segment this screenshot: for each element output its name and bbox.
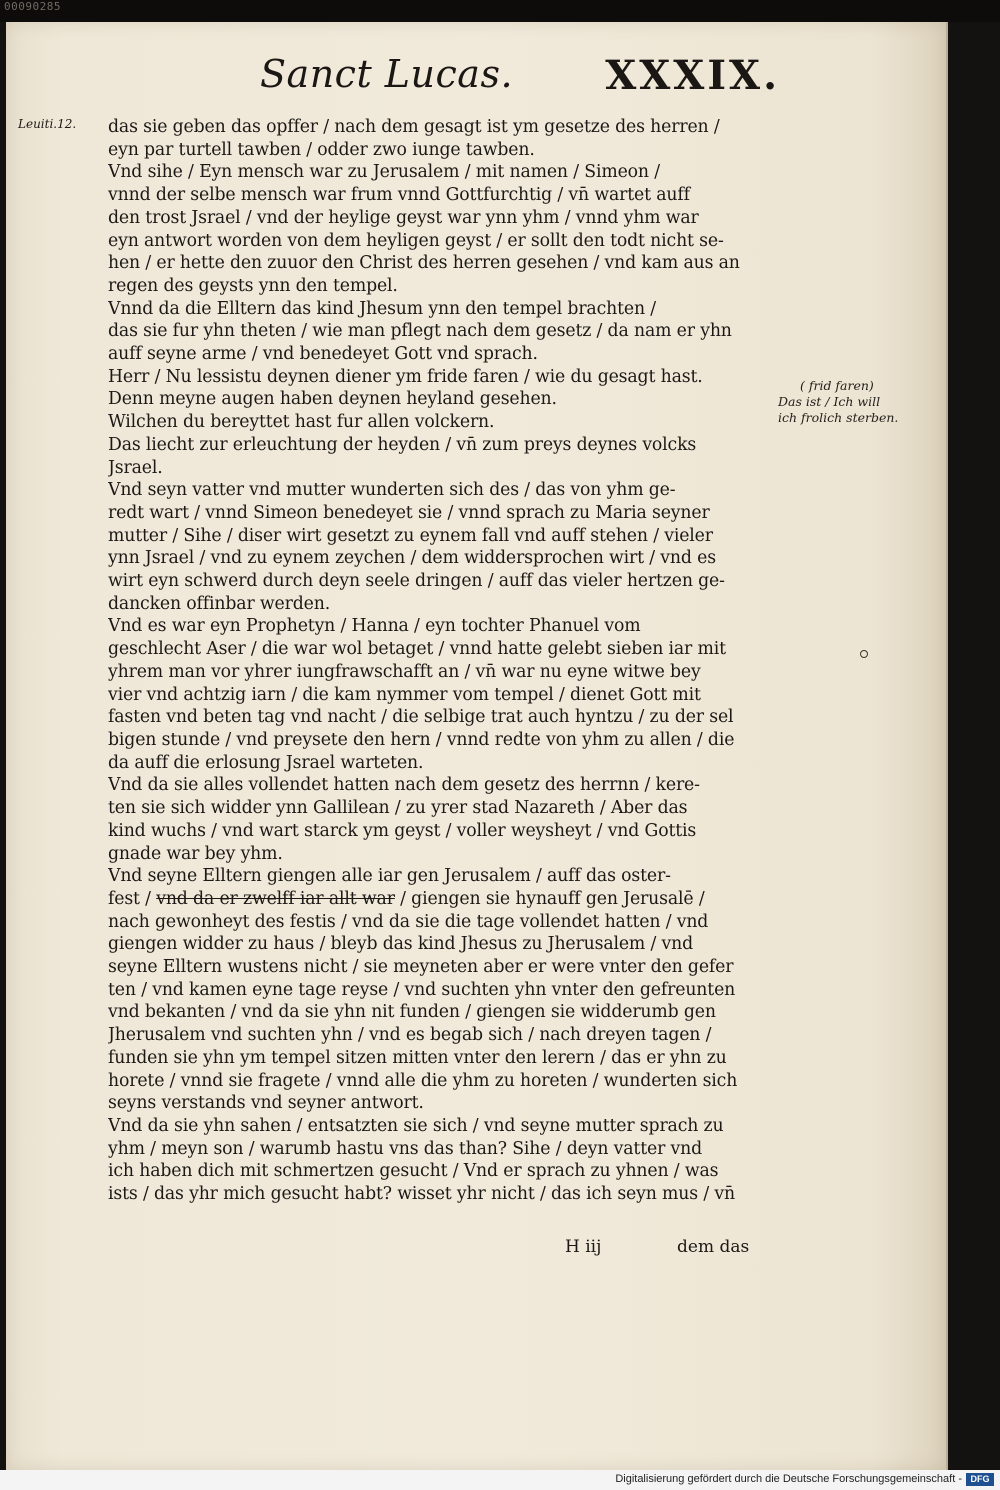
text-line: das sie fur yhn theten / wie man pflegt nach dem gesetz / da nam er yhn [108, 321, 732, 342]
running-head [260, 52, 780, 112]
text-line: giengen widder zu haus / bleyb das kind Jhesus zu Jherusalem / vnd [108, 934, 694, 955]
text-line: nach gewonheyt des festis / vnd da sie die tage vollendet hatten / vnd [108, 911, 709, 932]
text-line: ten sie sich widder ynn Gallilean / zu yrer stad Nazareth / Aber das [108, 798, 688, 819]
text-line: wirt eyn schwerd durch deyn seele dringen / auff das vieler hertzen ge- [108, 571, 725, 592]
text-line: da auff die erlosung Jsrael warteten. [108, 752, 424, 773]
line-end: / giengen sie hynauff gen Jerusalē / [394, 888, 705, 909]
text-line: Wilchen du bereyttet hast fur allen volckern. [108, 412, 495, 433]
catchword: dem das [677, 1237, 750, 1257]
text-line: Vnd da sie alles vollendet hatten nach dem gesetz des herrnn / kere- [108, 775, 700, 796]
scan-id-label: 00090285 [4, 0, 61, 13]
text-line: Vnd seyne Elltern giengen alle iar gen Jerusalem / auff das oster- [108, 866, 671, 887]
running-head-title: Sanct Lucas. [260, 52, 514, 96]
text-line: yhrem man vor yhrer iungfrawschafft an / vn̄ war nu eyne witwe bey [108, 661, 701, 682]
struck-through-text: vnd da er zwelff iar allt war [156, 888, 395, 909]
text-line: auff seyne arme / vnd benedeyet Gott vnd sprach. [108, 344, 538, 365]
marginal-gloss [778, 378, 938, 426]
text-line: Herr / Nu lessistu deynen diener ym fride faren / wie du gesagt hast. [108, 366, 703, 387]
text-line: mutter / Sihe / diser wirt gesetzt zu eynem fall vnd auff stehen / vieler [108, 525, 713, 546]
text-line: horete / vnnd sie fragete / vnnd alle die yhm zu horeten / wunderten sich [108, 1070, 738, 1091]
text-line: redt wart / vnnd Simeon benedeyet sie / vnnd sprach zu Maria seyner [108, 502, 710, 523]
text-line: ists / das yhr mich gesucht habt? wisset yhr nicht / das ich seyn mus / vn̄ [108, 1184, 735, 1205]
gloss-line: Das ist / Ich will [778, 394, 881, 409]
text-line: seyne Elltern wustens nicht / sie meyneten aber er were vnter den gefer [108, 957, 734, 978]
text-line: vier vnd achtzig iarn / die kam nymmer vom tempel / dienet Gott mit [108, 684, 701, 705]
line-start: fest / [108, 888, 157, 909]
text-line: regen des geysts ynn den tempel. [108, 275, 398, 296]
text-line: funden sie yhn ym tempel sitzen mitten vnter den lerern / das er yhn zu [108, 1047, 727, 1068]
text-line: Vnd seyn vatter vnd mutter wunderten sich des / das von yhm ge- [108, 480, 676, 501]
text-line: vnd bekanten / vnd da sie yhn nit funden / giengen sie widderumb gen [108, 1002, 716, 1023]
text-line: Denn meyne augen haben deynen heyland gesehen. [108, 389, 557, 410]
text-line: Jherusalem vnd suchten yhn / vnd es begab sich / nach dreyen tagen / [108, 1025, 712, 1046]
text-line: eyn par turtell tawben / odder zwo iunge tawben. [108, 139, 535, 160]
ink-speck [860, 650, 868, 658]
text-line: Vnd es war eyn Prophetyn / Hanna / eyn tochter Phanuel vom [108, 616, 641, 637]
text-line: ten / vnd kamen eyne tage reyse / vnd suchten yhn vnter den gefreunten [108, 979, 736, 1000]
text-line: dancken offinbar werden. [108, 593, 331, 614]
text-line: Vnd da sie yhn sahen / entsatzten sie sich / vnd seyne mutter sprach zu [108, 1115, 724, 1136]
body-text [108, 116, 773, 1206]
gloss-line: ich frolich sterben. [778, 410, 899, 425]
text-line: yhm / meyn son / warumb hastu vns das than? Sihe / deyn vatter vnd [108, 1138, 703, 1159]
text-line: eyn antwort worden von dem heyligen geyst / er sollt den todt nicht se- [108, 230, 724, 251]
text-line: Vnnd da die Elltern das kind Jhesum ynn den tempel brachten / [108, 298, 656, 319]
text-line: seyns verstands vnd seyner antwort. [108, 1093, 424, 1114]
text-line: geschlecht Aser / die war wol betaget / vnnd hatte gelebt sieben iar mit [108, 639, 726, 660]
text-line: Das liecht zur erleuchtung der heyden / vn̄ zum preys deynes volcks [108, 434, 697, 455]
text-line: das sie geben das opffer / nach dem gesagt ist ym gesetze des herren / [108, 117, 720, 137]
text-line: kind wuchs / vnd wart starck ym geyst / voller weysheyt / vnd Gottis [108, 820, 697, 841]
dfg-logo: DFG [966, 1473, 994, 1486]
text-line: ynn Jsrael / vnd zu eynem zeychen / dem widdersprochen wirt / vnd es [108, 548, 716, 569]
text-line: Vnd sihe / Eyn mensch war zu Jerusalem / mit namen / Simeon / [108, 162, 660, 183]
text-line: den trost Jsrael / vnd der heylige geyst war ynn yhm / vnnd yhm war [108, 207, 699, 228]
text-line: vnnd der selbe mensch war frum vnnd Gottfurchtig / vn̄ wartet auff [108, 185, 690, 206]
funding-credit: Digitalisierung gefördert durch die Deutsche Forschungsgemeinschaft - [615, 1473, 962, 1485]
text-line: ich haben dich mit schmertzen gesucht / Vnd er sprach zu yhnen / was [108, 1161, 719, 1182]
text-line-with-deletion [108, 888, 773, 911]
text-line: fasten vnd beten tag vnd nacht / die selbige trat auch hyntzu / zu der sel [108, 707, 734, 728]
text-line: Jsrael. [108, 457, 163, 478]
scan-header-strip [0, 0, 1000, 22]
text-line: bigen stunde / vnd preysete den hern / vnnd redte von yhm zu allen / die [108, 729, 735, 750]
text-line: gnade war bey yhm. [108, 843, 283, 864]
text-line: hen / er hette den zuuor den Christ des herren gesehen / vnd kam aus an [108, 253, 740, 274]
margin-reference: Leuiti.12. [18, 117, 77, 131]
gloss-line: ( frid faren) [800, 378, 874, 393]
signature-mark: H iij [565, 1237, 602, 1257]
folio-number: XXXIX. [605, 52, 780, 99]
funding-footer [0, 1470, 1000, 1490]
